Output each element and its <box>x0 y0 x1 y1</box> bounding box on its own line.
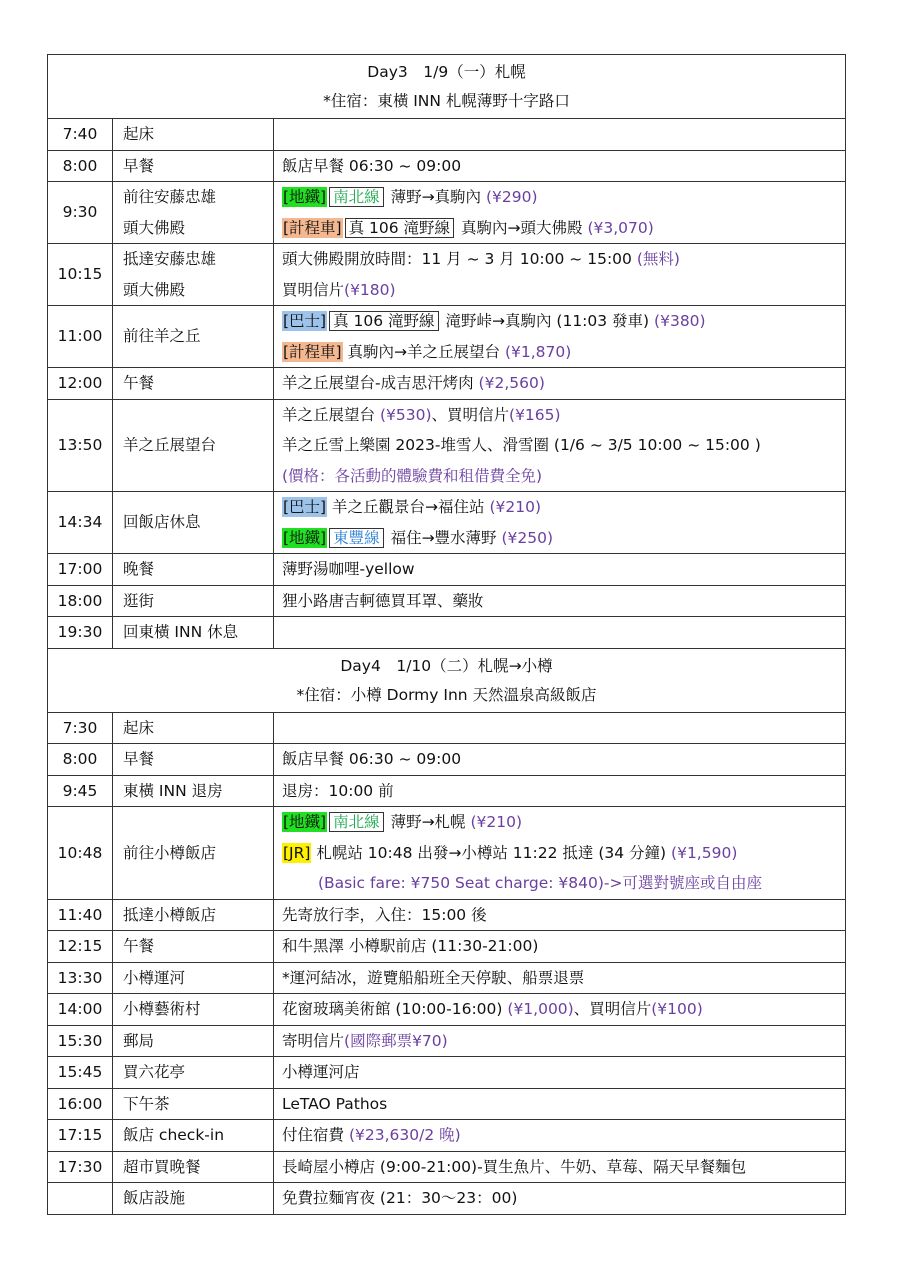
detail-line <box>282 306 837 337</box>
row-detail <box>274 807 846 900</box>
row-activity: 起床 <box>113 712 274 744</box>
row-time: 12:00 <box>48 368 113 400</box>
price: (¥210) <box>470 813 523 831</box>
price: (¥210) <box>489 498 542 516</box>
table-row <box>48 150 846 182</box>
row-time: 17:30 <box>48 1151 113 1183</box>
table-row <box>48 119 846 151</box>
jr-tag: [JR] <box>283 843 311 862</box>
table-row <box>48 1025 846 1057</box>
row-time: 10:48 <box>48 807 113 900</box>
row-detail <box>274 712 846 744</box>
row-detail <box>274 244 846 306</box>
price: (國際郵票¥70) <box>344 1031 448 1050</box>
detail-line <box>282 244 837 275</box>
table-row <box>48 368 846 400</box>
price: (¥290) <box>486 188 538 206</box>
route-text: 真駒內→頭大佛殿 <box>461 218 583 237</box>
subway-tag: [地鐵] <box>283 528 327 547</box>
row-time: 9:45 <box>48 775 113 807</box>
row-time: 18:00 <box>48 585 113 617</box>
row-time: 19:30 <box>48 617 113 649</box>
subway-tag: [地鐵] <box>283 813 327 831</box>
bus-tag: [巴士] <box>283 498 327 516</box>
row-activity: 晚餐 <box>113 554 274 586</box>
price: (¥1,590) <box>671 843 738 862</box>
line-name: 東豐線 <box>329 528 384 548</box>
price: (¥530) <box>379 405 432 424</box>
row-activity: 早餐 <box>113 744 274 776</box>
activity-line: 前往安藤忠雄 <box>123 188 217 206</box>
row-detail: 飯店早餐 06:30 ~ 09:00 <box>274 150 846 182</box>
row-activity: 前往羊之丘 <box>113 306 274 368</box>
table-row <box>48 1057 846 1089</box>
route-text: 真駒內→羊之丘展望台 <box>347 342 501 361</box>
table-row <box>48 554 846 586</box>
row-time: 7:30 <box>48 712 113 744</box>
route-text: 薄野→真駒內 <box>390 188 482 206</box>
info-text: 寄明信片 <box>282 1031 345 1050</box>
row-activity: 逛街 <box>113 585 274 617</box>
row-activity <box>113 244 274 306</box>
table-row <box>48 182 846 244</box>
row-detail: 狸小路唐吉軻德買耳罩、藥妝 <box>274 585 846 617</box>
price: (¥180) <box>344 280 396 299</box>
detail-line <box>282 400 837 431</box>
day3-title: Day3 1/9（一）札幌 <box>367 63 526 81</box>
row-time: 16:00 <box>48 1088 113 1120</box>
price: (¥2,560) <box>478 374 545 392</box>
info-text: 、買明信片 <box>431 405 510 424</box>
row-time: 15:45 <box>48 1057 113 1089</box>
price: (無料) <box>636 250 680 268</box>
info-text: 頭大佛殿開放時間：11 月 ~ 3 月 10:00 ~ 15:00 <box>282 250 632 268</box>
row-detail <box>274 368 846 400</box>
row-time: 14:00 <box>48 994 113 1026</box>
day4-stay: *住宿：小樽 Dormy Inn 天然溫泉高級飯店 <box>296 685 597 704</box>
price: (¥1,000) <box>507 1000 574 1018</box>
row-activity: 小樽運河 <box>113 962 274 994</box>
table-row <box>48 399 846 492</box>
activity-line: 抵達安藤忠雄 <box>123 250 217 268</box>
row-time: 14:34 <box>48 492 113 554</box>
table-row <box>48 775 846 807</box>
row-activity <box>113 182 274 244</box>
row-time: 17:15 <box>48 1120 113 1152</box>
detail-line <box>282 182 837 213</box>
table-row <box>48 1151 846 1183</box>
table-row <box>48 931 846 963</box>
line-name: 南北線 <box>329 187 384 207</box>
table-row <box>48 617 846 649</box>
table-row <box>48 306 846 368</box>
table-row <box>48 744 846 776</box>
row-detail: 和牛黑澤 小樽駅前店 (11:30-21:00) <box>274 931 846 963</box>
detail-line: (價格：各活動的體驗費和租借費全免) <box>282 466 543 485</box>
detail-line: (Basic fare: ¥750 Seat charge: ¥840)->可選對號座或自由座 <box>318 874 762 892</box>
row-detail <box>274 119 846 151</box>
bus-tag: [巴士] <box>283 312 327 330</box>
row-time: 7:40 <box>48 119 113 151</box>
info-text: 買明信片 <box>282 280 345 299</box>
detail-line: 羊之丘雪上樂園 2023-堆雪人、滑雪圈 (1/6 ~ 3/5 10:00 ~ 15:00 ) <box>282 436 761 454</box>
route-text: 薄野→札幌 <box>390 813 466 831</box>
line-name: 南北線 <box>329 812 384 832</box>
row-activity: 羊之丘展望台 <box>113 399 274 492</box>
row-time: 9:30 <box>48 182 113 244</box>
row-time: 10:15 <box>48 244 113 306</box>
table-row <box>48 585 846 617</box>
info-text: 、買明信片 <box>573 1000 652 1018</box>
route-text: 福住→豐水薄野 <box>390 528 497 547</box>
row-detail: 薄野湯咖哩-yellow <box>274 554 846 586</box>
row-time: 8:00 <box>48 744 113 776</box>
table-row <box>48 899 846 931</box>
day3-stay: *住宿：東橫 INN 札幌薄野十字路口 <box>323 92 570 110</box>
row-activity: 買六花亭 <box>113 1057 274 1089</box>
row-activity: 飯店 check-in <box>113 1120 274 1152</box>
row-time: 12:15 <box>48 931 113 963</box>
subway-tag: [地鐵] <box>283 188 327 206</box>
row-activity: 早餐 <box>113 150 274 182</box>
row-time: 11:40 <box>48 899 113 931</box>
detail-line <box>282 275 837 306</box>
route-text: 札幌站 10:48 出發→小樽站 11:22 抵達 (34 分鐘) <box>316 843 667 862</box>
row-time: 17:00 <box>48 554 113 586</box>
activity-line: 頭大佛殿 <box>123 280 186 299</box>
day3-header <box>48 55 846 119</box>
row-activity: 午餐 <box>113 931 274 963</box>
price: (¥250) <box>501 528 554 547</box>
row-time: 13:50 <box>48 399 113 492</box>
row-activity: 郵局 <box>113 1025 274 1057</box>
table-row <box>48 244 846 306</box>
row-activity: 超市買晚餐 <box>113 1151 274 1183</box>
itinerary-table <box>47 54 846 1215</box>
row-time: 13:30 <box>48 962 113 994</box>
row-activity: 回飯店休息 <box>113 492 274 554</box>
route-text: 滝野峠→真駒內 (11:03 發車) <box>445 312 650 330</box>
taxi-tag: [計程車] <box>283 218 342 237</box>
row-detail <box>274 1025 846 1057</box>
table-row <box>48 712 846 744</box>
row-activity: 前往小樽飯店 <box>113 807 274 900</box>
row-activity: 東橫 INN 退房 <box>113 775 274 807</box>
detail-line <box>282 523 837 554</box>
price: (¥23,630/2 晚) <box>348 1126 461 1144</box>
detail-line <box>282 807 837 838</box>
info-text: 羊之丘展望台 <box>282 405 376 424</box>
row-activity: 抵達小樽飯店 <box>113 899 274 931</box>
table-row <box>48 1183 846 1215</box>
info-text: 羊之丘展望台-成吉思汗烤肉 <box>282 374 474 392</box>
detail-line <box>282 492 837 523</box>
row-detail: 退房：10:00 前 <box>274 775 846 807</box>
detail-line <box>282 213 837 244</box>
table-row <box>48 492 846 554</box>
row-detail <box>274 182 846 244</box>
detail-line <box>282 838 837 869</box>
price: (¥380) <box>654 312 706 330</box>
table-row <box>48 807 846 900</box>
row-detail <box>274 306 846 368</box>
line-name: 真 106 滝野線 <box>329 311 438 331</box>
row-time: 15:30 <box>48 1025 113 1057</box>
row-time: 8:00 <box>48 150 113 182</box>
price: (¥3,070) <box>587 218 654 237</box>
activity-line: 頭大佛殿 <box>123 218 186 237</box>
row-time <box>48 1183 113 1215</box>
row-activity: 小樽藝術村 <box>113 994 274 1026</box>
table-row <box>48 1088 846 1120</box>
row-activity: 飯店設施 <box>113 1183 274 1215</box>
row-detail <box>274 492 846 554</box>
row-detail <box>274 617 846 649</box>
route-text: 羊之丘觀景台→福住站 <box>332 498 485 516</box>
info-text: 付住宿費 <box>282 1126 345 1144</box>
row-time: 11:00 <box>48 306 113 368</box>
row-detail: LeTAO Pathos <box>274 1088 846 1120</box>
row-detail <box>274 994 846 1026</box>
day4-title: Day4 1/10（二）札幌→小樽 <box>340 656 553 675</box>
row-detail: 飯店早餐 06:30 ~ 09:00 <box>274 744 846 776</box>
row-activity: 下午茶 <box>113 1088 274 1120</box>
row-detail: 免費拉麵宵夜 (21：30～23：00) <box>274 1183 846 1215</box>
table-row <box>48 1120 846 1152</box>
row-detail: 小樽運河店 <box>274 1057 846 1089</box>
taxi-tag: [計程車] <box>283 342 342 361</box>
line-name: 真 106 滝野線 <box>345 218 454 238</box>
row-activity: 起床 <box>113 119 274 151</box>
info-text: 花窗玻璃美術館 (10:00-16:00) <box>282 1000 503 1018</box>
row-detail: *運河結冰，遊覽船船班全天停駛、船票退票 <box>274 962 846 994</box>
row-detail <box>274 1120 846 1152</box>
row-activity: 回東橫 INN 休息 <box>113 617 274 649</box>
row-detail: 先寄放行李，入住：15:00 後 <box>274 899 846 931</box>
table-row <box>48 994 846 1026</box>
day4-header <box>48 648 846 712</box>
price: (¥165) <box>509 405 561 424</box>
row-detail <box>274 399 846 492</box>
table-row <box>48 962 846 994</box>
price: (¥1,870) <box>504 342 572 361</box>
detail-line <box>282 337 837 368</box>
price: (¥100) <box>651 1000 703 1018</box>
row-detail: 長崎屋小樽店 (9:00-21:00)-買生魚片、牛奶、草莓、隔天早餐麵包 <box>274 1151 846 1183</box>
row-activity: 午餐 <box>113 368 274 400</box>
